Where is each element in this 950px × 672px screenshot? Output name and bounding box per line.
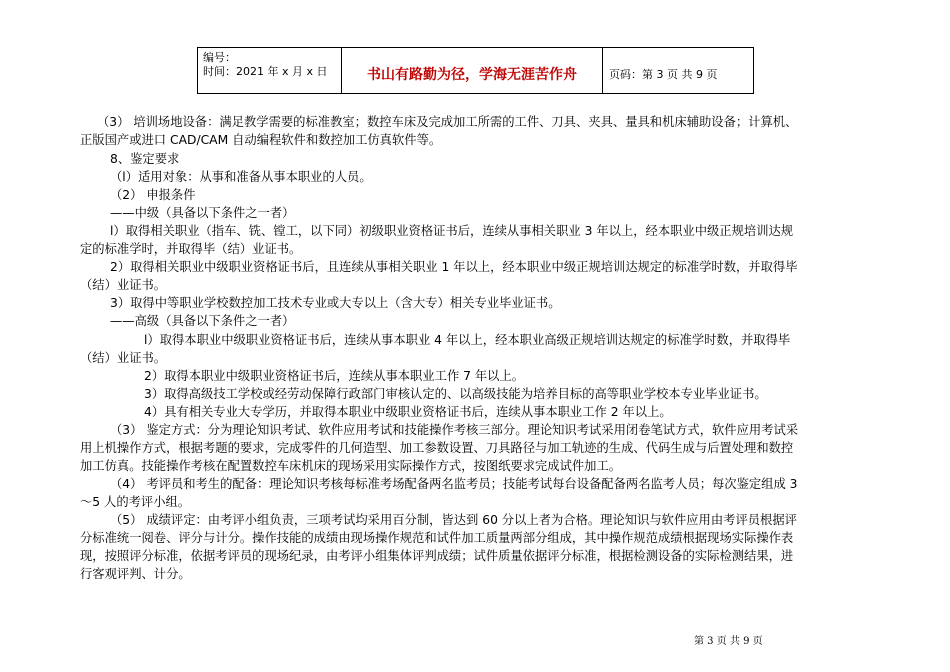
- body-line: ——中级（具备以下条件之一者）: [110, 206, 295, 220]
- body-line: ——高级（具备以下条件之一者）: [110, 314, 295, 328]
- body-line: （结）业证书。: [80, 351, 167, 365]
- body-line: 定的标准学时，并取得毕（结）业证书。: [80, 242, 302, 256]
- body-line: 3）取得高级技工学校或经劳动保障行政部门审核认定的、以高级技能为培养目标的高等职业学校本专业毕业证书。: [144, 387, 767, 401]
- motto-text: 书山有路勤为径，学海无涯苦作舟: [367, 67, 577, 83]
- body-line: 正版国产或进口 CAD/CAM 自动编程软件和数控加工仿真软件等。: [80, 133, 442, 147]
- header-motto-cell: [341, 48, 603, 93]
- body-line: 3）取得中等职业学校数控加工技术专业或大专以上（含大专）相关专业毕业证书。: [110, 296, 561, 310]
- body-line: （结）业证书。: [80, 278, 167, 292]
- body-line: （5） 成绩评定：由考评小组负责，三项考试均采用百分制，皆达到 60 分以上者为合格。理论知识与软件应用由考评员根据评: [110, 513, 797, 527]
- time-label: 时间：2021 年 x 月 x 日: [203, 65, 328, 78]
- body-line: 分标准统一阅卷、评分与计分。操作技能的成绩由现场操作规范和试件加工质量两部分组成，其中操作规范成绩根据现场实际操作表: [80, 531, 794, 545]
- number-label: 编号：: [203, 51, 236, 64]
- document-header: [197, 47, 754, 94]
- page-footer: 第 3 页 共 9 页: [694, 636, 763, 647]
- header-meta-cell: [198, 48, 341, 93]
- body-line: l）取得相关职业（指车、铣、镗工，以下同）初级职业资格证书后，连续从事相关职业 3 年以上，经本职业中级正规培训达规: [110, 224, 794, 238]
- body-line: 8、鉴定要求: [110, 152, 180, 166]
- body-line: （4） 考评员和考生的配备：理论知识考核每标准考场配备两名监考员；技能考试每台设备配备两名监考人员；每次鉴定组成 3: [110, 477, 798, 491]
- body-line: （3） 培训场地设备：满足教学需要的标准教室；数控车床及完成加工所需的工件、刀具、夹具、量具和机床辅助设备；计算机、: [97, 115, 798, 129]
- header-page-cell: [603, 48, 753, 93]
- body-line: 4）具有相关专业大专学历，并取得本职业中级职业资格证书后，连续从事本职业工作 2 年以上。: [144, 405, 672, 419]
- body-line: （2） 申报条件: [110, 188, 196, 202]
- body-line: 行客观评判、计分。: [80, 567, 191, 581]
- body-line: （l）适用对象：从事和准备从事本职业的人员。: [110, 170, 372, 184]
- body-line: 2）取得本职业中级职业资格证书后，连续从事本职业工作 7 年以上。: [144, 369, 525, 383]
- body-line: l）取得本职业中级职业资格证书后，连续从事本职业 4 年以上，经本职业高级正规培训达规定的标准学时数，并取得毕: [144, 333, 791, 347]
- body-line: （3） 鉴定方式：分为理论知识考试、软件应用考试和技能操作考核三部分。理论知识考试采用闭卷笔试方式，软件应用考试采: [110, 423, 799, 437]
- body-line: 用上机操作方式，根据考题的要求，完成零件的几何造型、加工参数设置、刀具路径与加工轨迹的生成、代码生成与后置处理和数控: [80, 441, 794, 455]
- page-info: 页码：第 3 页 共 9 页: [609, 68, 718, 81]
- body-line: 2）取得相关职业中级职业资格证书后，且连续从事相关职业 1 年以上，经本职业中级正规培训达规定的标准学时数，并取得毕: [110, 260, 798, 274]
- body-line: 现，按照评分标准，依据考评员的现场纪录，由考评小组集体评判成绩；试件质量依据评分标准，根据检测设备的实际检测结果，进: [80, 549, 794, 563]
- body-line: 加工仿真。技能操作考核在配置数控车床机床的现场采用实际操作方式，按图纸要求完成试件加工。: [80, 459, 622, 473]
- body-line: ～5 人的考评小组。: [80, 495, 191, 509]
